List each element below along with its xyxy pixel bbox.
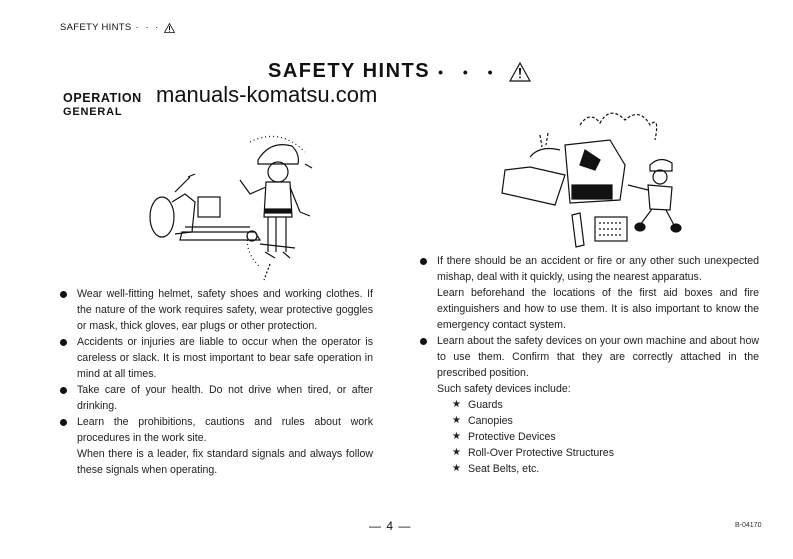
safety-device-item (452, 461, 759, 477)
list-item (420, 333, 759, 397)
running-head-dots: · · · (135, 22, 161, 33)
fire-accident-illustration (500, 105, 690, 250)
safety-devices-list (420, 397, 759, 477)
document-code: B-04170 (735, 522, 762, 529)
dozer-icon (502, 140, 625, 205)
worker-figure-icon (240, 136, 312, 280)
left-column (60, 286, 373, 478)
safety-device-label: Roll-Over Protective Structures (468, 447, 615, 459)
item-text: Learn about the safety devices on your own machine and about how to use them. Confirm that they are correctly attached in the prescribed position. (437, 335, 759, 379)
first-aid-box-icon (572, 213, 627, 247)
star-icon: ★ (452, 431, 461, 442)
bullet-icon (60, 339, 67, 346)
item-text: Learn beforehand the locations of the first aid boxes and fire extinguishers and how to use them. It is also important to know the emergency contact system. (437, 287, 759, 331)
warning-triangle-icon (509, 62, 531, 82)
warning-triangle-icon (164, 23, 175, 33)
safety-device-label: Protective Devices (468, 431, 556, 443)
running-head-text: SAFETY HINTS (60, 22, 132, 33)
item-text: Wear well-fitting helmet, safety shoes and working clothes. If the nature of the work requires safety, wear protective goggles or mask, thick gloves, ear plugs or other protection. (77, 288, 373, 332)
safety-device-label: Canopies (468, 415, 513, 427)
safety-device-item (452, 413, 759, 429)
bullet-icon (420, 258, 427, 265)
page-title-text: SAFETY HINTS (268, 60, 431, 82)
safety-device-item (452, 397, 759, 413)
watermark: manuals-komatsu.com (156, 82, 378, 107)
item-text: Such safety devices include: (437, 383, 571, 395)
list-item (60, 286, 373, 334)
page-number: — 4 — (369, 519, 412, 533)
running-head (60, 22, 175, 33)
right-column (420, 253, 759, 477)
section-heading: OPERATION (63, 91, 142, 105)
safety-device-label: Seat Belts, etc. (468, 463, 540, 475)
star-icon: ★ (452, 463, 461, 474)
star-icon: ★ (452, 399, 461, 410)
safety-device-label: Guards (468, 399, 503, 411)
bullet-icon (420, 338, 427, 345)
bullet-icon (60, 291, 67, 298)
safety-device-item (452, 445, 759, 461)
list-item (60, 414, 373, 478)
page-title-dots: • • • (438, 63, 501, 80)
item-text: If there should be an accident or fire or any other such unexpected mishap, deal with it quickly, using the nearest apparatus. (437, 255, 759, 283)
star-icon: ★ (452, 447, 461, 458)
bullet-icon (60, 387, 67, 394)
list-item (420, 253, 759, 333)
safety-device-item (452, 429, 759, 445)
bullet-icon (60, 419, 67, 426)
subsection-heading: GENERAL (63, 106, 123, 118)
worker-safety-gear-illustration (140, 132, 315, 282)
item-text: Learn the prohibitions, cautions and rules about work procedures in the work site. (77, 416, 373, 444)
item-text: When there is a leader, fix standard signals and always follow these signals when operating. (77, 448, 373, 476)
worker-figure-icon (628, 159, 681, 232)
list-item (60, 382, 373, 414)
list-item (60, 334, 373, 382)
star-icon: ★ (452, 415, 461, 426)
item-text: Accidents or injuries are liable to occur when the operator is careless or slack. It is most important to bear safe operation in mind at all times. (77, 336, 373, 380)
smoke-icon (540, 113, 657, 147)
item-text: Take care of your health. Do not drive when tired, or after drinking. (77, 384, 373, 412)
page-title (268, 60, 531, 83)
